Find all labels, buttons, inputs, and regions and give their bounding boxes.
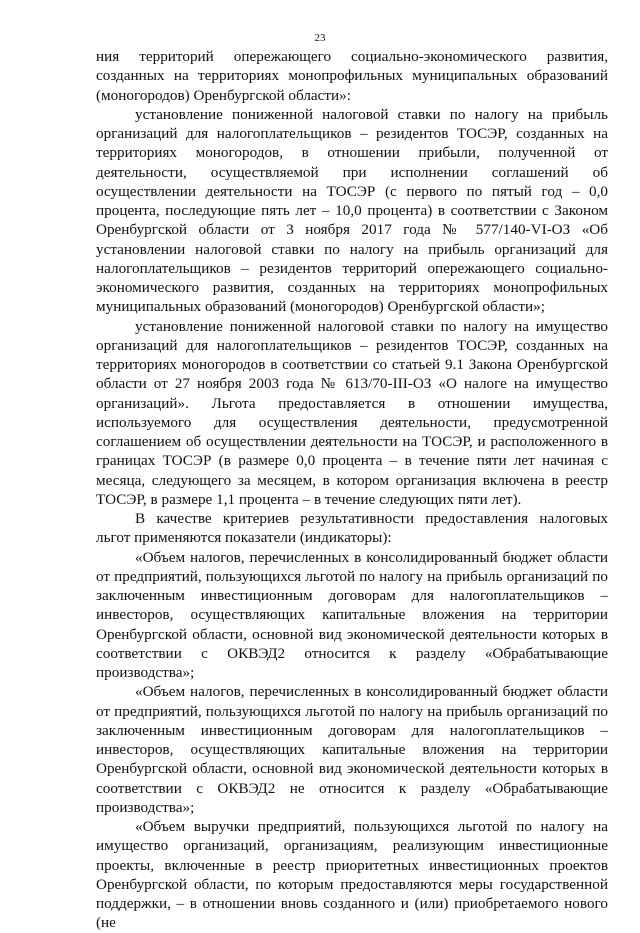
paragraph-continuation: ния территорий опережающего социально-экономического развития, созданных на территориях монопрофильных муниципальных образований (моногородов) Оренбургской области»:	[96, 48, 608, 104]
paragraph-profit-tax-rate: установление пониженной налоговой ставки по налогу на прибыль организаций для налогоплательщиков – резидентов ТОСЭР, созданных на территориях моногородов, в отношении прибыли, полученной от деятельности, осуществляемой при исполнении соглашений об осуществлении деятельности на ТОСЭР (с первого по пятый год – 0,0 процента, последующие пять лет – 10,0 процента) в соответствии с Законом Оренбургской области от 3 ноября 2017 года № 577/140-VI-ОЗ «Об установлении налоговой ставки по налогу на прибыль организаций для налогоплательщиков – резидентов территорий опережающего социально-экономического развития, созданных на территориях монопрофильных муниципальных образований (моногородов) Оренбургской области»;	[96, 105, 608, 316]
paragraph-criteria-intro: В качестве критериев результативности предоставления налоговых льгот применяются показатели (индикаторы):	[96, 510, 608, 547]
document-body	[96, 47, 608, 933]
paragraph-indicator-non-manufacturing: «Объем налогов, перечисленных в консолидированный бюджет области от предприятий, пользующихся льготой по налогу на прибыль организаций по заключенным инвестиционным договорам для налогоплательщиков – инвесторов, осуществляющих капитальные вложения на территории Оренбургской области, основной вид экономической деятельности которых в соответствии с ОКВЭД2 не относится к разделу «Обрабатывающие производства»;	[96, 683, 608, 816]
paragraph-indicator-revenue: «Объем выручки предприятий, пользующихся льготой по налогу на имущество организаций, организациям, реализующим инвестиционные проекты, включенные в реестр приоритетных инвестиционных проектов Оренбургской области, по которым предоставляются меры государственной поддержки, – в отношении вновь созданного и (или) приобретаемого нового (не	[96, 818, 608, 932]
paragraph-property-tax-rate: установление пониженной налоговой ставки по налогу на имущество организаций для налогоплательщиков – резидентов ТОСЭР, созданных на территориях моногородов в соответствии со статьей 9.1 Закона Оренбургской области от 27 ноября 2003 года № 613/70-III-ОЗ «О налоге на имущество организаций». Льгота предоставляется в отношении имущества, используемого для осуществления деятельности, предусмотренной соглашением об осуществлении деятельности на ТОСЭР, и расположенного в границах ТОСЭР (в размере 0,0 процента – в течение пяти лет начиная с месяца, следующего за месяцем, в котором организация включена в реестр ТОСЭР, в размере 1,1 процента – в течение следующих пяти лет).	[96, 317, 608, 508]
paragraph-indicator-manufacturing: «Объем налогов, перечисленных в консолидированный бюджет области от предприятий, пользующихся льготой по налогу на прибыль организаций по заключенным инвестиционным договорам для налогоплательщиков – инвесторов, осуществляющих капитальные вложения на территории Оренбургской области, основной вид экономической деятельности которых в соответствии с ОКВЭД2 относится к разделу «Обрабатывающие производства»;	[96, 548, 608, 681]
page-number: 23	[314, 32, 326, 44]
